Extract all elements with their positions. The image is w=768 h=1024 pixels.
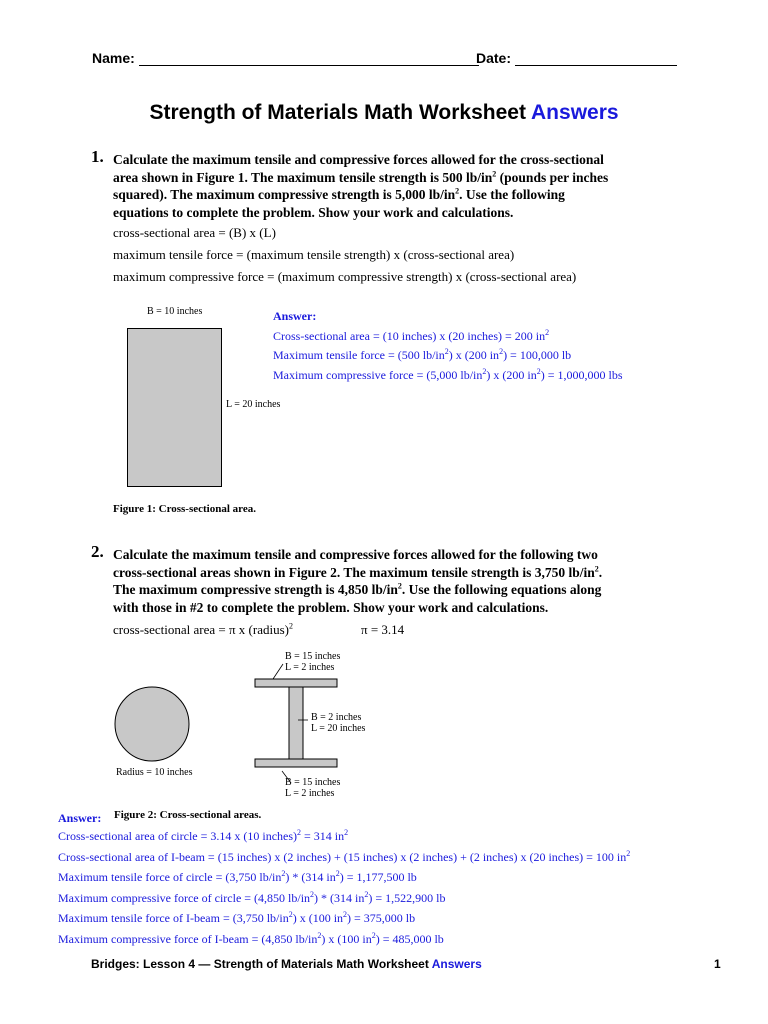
bottom-flange-label: B = 15 inches L = 2 inches (285, 777, 341, 799)
name-label: Name: (92, 50, 135, 66)
equation-compressive: maximum compressive force = (maximum compressive strength) x (cross-sectional area) (113, 269, 577, 284)
answer-2-line: Maximum tensile force of circle = (3,750 $lb/in^2) * (314$ $in^2) = 1,177,500$ lb (58, 869, 417, 884)
i-beam-web (289, 687, 303, 759)
page-title-main: Strength of Materials Math Worksheet (149, 101, 526, 124)
rectangle-cross-section (127, 328, 222, 487)
question-2-line: Calculate the maximum tensile and compressive forces allowed for the following two (113, 547, 598, 562)
question-1-line: Calculate the maximum tensile and compressive forces allowed for the cross-sectional (113, 152, 604, 167)
equation-area: cross-sectional area = (B) x (L) (113, 225, 276, 240)
equation-tensile: maximum tensile force = (maximum tensile strength) x (cross-sectional area) (113, 247, 515, 262)
question-1-line: area shown in Figure 1. The maximum tensile strength is 500 $lb/in^2$ (pounds per inches (113, 169, 609, 185)
question-1-text (113, 151, 713, 221)
web-label: B = 2 inches L = 20 inches (311, 712, 366, 734)
question-2-line: The maximum compressive strength is 4,850 $lb/in^2$. Use the following equations along (113, 581, 602, 597)
answer-1-line: Maximum tensile force = (500 $lb/in^2$) x (200 $in^2) = 100,000$ lb (273, 347, 572, 363)
answer-1-block (273, 307, 623, 385)
circle-cross-section (115, 687, 189, 761)
equation-circle-area: cross-sectional area = π x (radius)$^2$ (113, 621, 293, 637)
figure-2-caption: Figure 2: Cross-sectional areas. (114, 809, 262, 821)
i-beam-top-flange (255, 679, 337, 687)
figure-1-caption: Figure 1: Cross-sectional area. (113, 503, 256, 515)
name-field (92, 50, 479, 66)
date-blank-line (515, 51, 677, 66)
answer-2-line: Cross-sectional area of I-beam = (15 inches) x (2 inches) + (15 inches) x (2 inches) + (2 inches) x (20 inches) = 100 $in^2$ (58, 848, 631, 864)
answer-2-line: Cross-sectional area of circle = 3.14 x (10 inches)$^2$ = 314 $in^2$ (58, 828, 349, 843)
answer-2-label: Answer: (58, 811, 102, 825)
answer-1-line: Cross-sectional area = (10 inches) x (20 inches) = 200 $in^2$ (273, 327, 550, 343)
i-beam-bottom-flange (255, 759, 337, 767)
question-2-line: with those in #2 to complete the problem. Show your work and calculations. (113, 599, 549, 615)
figure-1-l-label: L = 20 inches (226, 399, 281, 410)
name-blank-line (139, 51, 479, 66)
page-title (0, 101, 768, 125)
question-2-line: cross-sectional areas shown in Figure 2. The maximum tensile strength is 3,750 $lb/in^2$. (113, 564, 603, 580)
answer-1-line: Maximum compressive force = (5,000 $lb/in^2$) x (200 $in^2) = 1,000,000$ lbs (273, 366, 623, 382)
question-1-line: squared). The maximum compressive strength is 5,000 $lb/in^2$. Use the following (113, 186, 565, 202)
page-footer (91, 957, 482, 971)
date-label: Date: (476, 50, 512, 66)
question-1-line: equations to complete the problem. Show your work and calculations. (113, 204, 514, 220)
footer-answers: Answers (431, 957, 482, 971)
answer-1-label: Answer: (273, 309, 317, 323)
page-number: 1 (714, 957, 721, 971)
figure-1-b-label: B = 10 inches (147, 306, 203, 317)
page-title-answers: Answers (531, 101, 619, 124)
question-2-text (113, 546, 713, 616)
radius-label: Radius = 10 inches (116, 767, 193, 778)
answer-2-line: Maximum compressive force of I-beam = (4,850 $lb/in^2$) x (100 $in^2) = 485,000$ lb (58, 930, 444, 946)
top-flange-label: B = 15 inches L = 2 inches (285, 651, 341, 673)
footer-text: Bridges: Lesson 4 — Strength of Materials Math Worksheet (91, 957, 429, 971)
answer-2-block (58, 826, 758, 949)
answer-2-line: Maximum tensile force of I-beam = (3,750 $lb/in^2$) x (100 $in^2) = 375,000$ lb (58, 910, 416, 925)
question-1-number: 1. (91, 147, 104, 166)
equation-pi: π = 3.14 (361, 622, 405, 637)
question-2-number: 2. (91, 542, 104, 561)
answer-2-line: Maximum compressive force of circle = (4,850 $lb/in^2) * (314$ $in^2) = 1,522,900$ lb (58, 889, 446, 905)
top-flange-leader-line (273, 664, 283, 679)
date-field (476, 50, 677, 66)
